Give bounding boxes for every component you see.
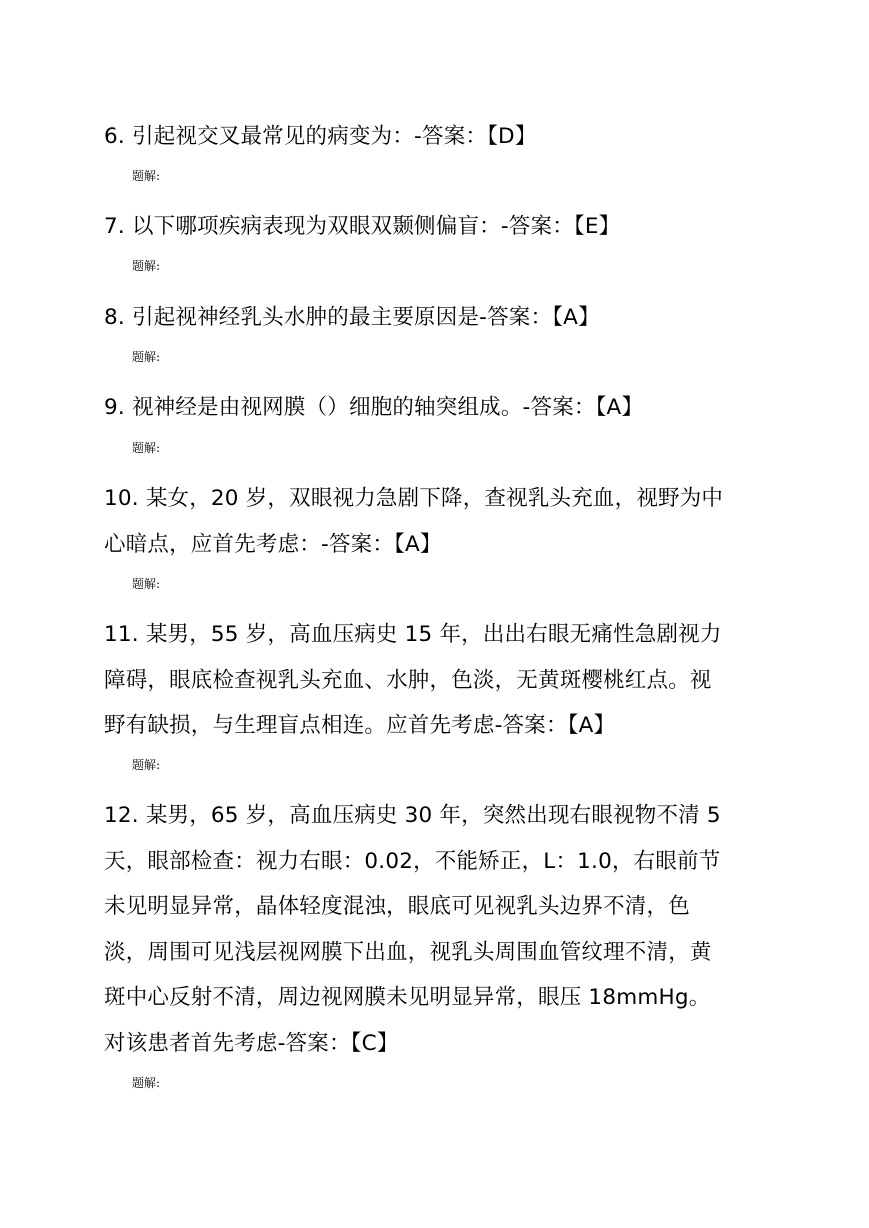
question-text-line: 7. 以下哪项疾病表现为双眼双颞侧偏盲：-答案：【E】	[104, 214, 621, 239]
question-text-line: 心暗点，应首先考虑：-答案：【A】	[104, 531, 442, 557]
question-text-line: 12. 某男，65 岁，高血压病史 30 年，突然出现右眼视物不清 5	[104, 803, 721, 828]
question-9	[104, 385, 764, 431]
question-text-line: 天，眼部检查：视力右眼：0.02，不能矫正，L：1.0，右眼前节	[104, 848, 721, 874]
question-text-line: 11. 某男，55 岁，高血压病史 15 年，出出右眼无痛性急剧视力	[104, 622, 722, 647]
question-text-line: 野有缺损，与生理盲点相连。应首先考虑-答案：【A】	[104, 713, 616, 738]
solution-label: 题解:	[132, 259, 161, 273]
question-text-line: 障碍，眼底检查视乳头充血、水肿，色淡，无黄斑樱桃红点。视	[104, 667, 712, 693]
solution-label: 题解:	[132, 577, 161, 591]
solution-label: 题解:	[132, 441, 161, 455]
question-11	[104, 612, 764, 749]
question-text-line: 淡，周围可见浅层视网膜下出血，视乳头周围血管纹理不清，黄	[104, 939, 712, 965]
question-text-line: 6. 引起视交叉最常见的病变为：-答案：【D】	[104, 124, 537, 149]
question-text-line: 对该患者首先考虑-答案：【C】	[104, 1030, 399, 1056]
question-7	[104, 204, 764, 250]
question-8	[104, 295, 764, 341]
question-text-line: 未见明显异常，晶体轻度混浊，眼底可见视乳头边界不清，色	[104, 894, 690, 919]
question-12	[104, 793, 764, 1066]
question-text-line: 9. 视神经是由视网膜（）细胞的轴突组成。-答案：【A】	[104, 395, 644, 420]
question-text-line: 8. 引起视神经乳头水肿的最主要原因是-答案：【A】	[104, 305, 600, 330]
question-6	[104, 114, 764, 160]
question-10	[104, 476, 764, 567]
question-text-line: 斑中心反射不清，周边视网膜未见明显异常，眼压 18mmHg。	[104, 985, 711, 1010]
question-text-line: 10. 某女，20 岁，双眼视力急剧下降，查视乳头充血，视野为中	[104, 486, 724, 511]
solution-label: 题解:	[132, 758, 161, 772]
solution-label: 题解:	[132, 1076, 161, 1090]
solution-label: 题解:	[132, 169, 161, 183]
solution-label: 题解:	[132, 350, 161, 364]
